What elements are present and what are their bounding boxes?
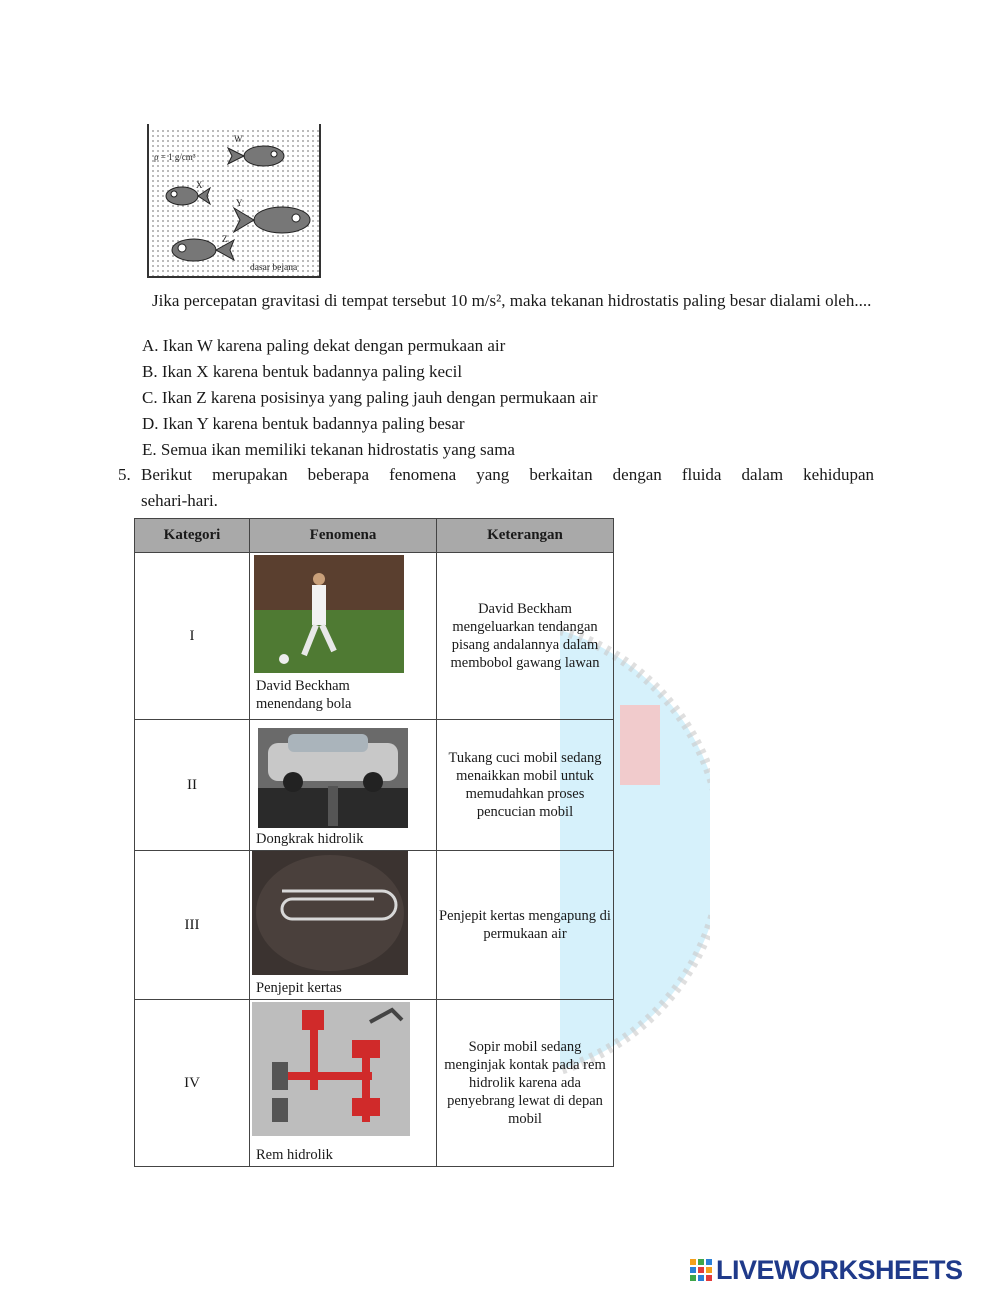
table-row [135,553,614,720]
question5-line2: sehari-hari. [141,491,218,510]
caption-1b: menendang bola [256,696,352,712]
kategori-cell: II [135,720,250,851]
header-kategori: Kategori [135,519,250,553]
caption-4: Rem hidrolik [256,1147,333,1163]
hydraulic-brake-diagram [252,1002,410,1136]
bottom-label: dasar bejana [250,263,298,273]
header-keterangan: Keterangan [437,519,614,553]
table-row [135,720,614,851]
label-w: W [234,134,243,144]
table-row [135,1000,614,1167]
liveworksheets-logo [690,1256,963,1284]
question5-number: 5. [118,465,131,484]
logo-icon [690,1259,712,1281]
question5-line1: Berikut merupakan beberapa fenomena yang berkaitan dengan fluida dalam kehidupan [141,465,874,484]
logo-text: LIVEWORKSHEETS [716,1254,963,1285]
fish-tank-figure [146,124,322,278]
kategori-cell: III [135,851,250,1000]
density-label: ρ = 1 g/cm³ [154,152,196,162]
caption-3: Penjepit kertas [256,980,342,996]
label-x: X [196,180,203,190]
car-lift-photo [258,728,408,828]
football-photo [254,555,404,673]
table-header-row [135,519,614,553]
kategori-cell: I [135,553,250,720]
caption-1a: David Beckham [256,678,350,694]
label-z: Z [222,234,228,244]
option-b[interactable]: B. Ikan X karena bentuk badannya paling kecil [142,362,463,381]
paperclip-photo [252,851,408,975]
keterangan-cell: David Beckham mengeluarkan tendangan pisang andalannya dalam membobol gawang lawan [437,553,614,720]
option-c[interactable]: C. Ikan Z karena posisinya yang paling jauh dengan permukaan air [142,388,598,407]
header-fenomena: Fenomena [250,519,437,553]
option-e[interactable]: E. Semua ikan memiliki tekanan hidrostatis yang sama [142,440,515,459]
keterangan-cell: Sopir mobil sedang menginjak kontak pada rem hidrolik karena ada penyebrang lewat di depan mobil [437,1000,614,1167]
keterangan-cell: Penjepit kertas mengapung di permukaan air [437,851,614,1000]
option-d[interactable]: D. Ikan Y karena bentuk badannya paling besar [142,414,465,433]
question5 [118,462,874,514]
option-a[interactable]: A. Ikan W karena paling dekat dengan permukaan air [142,336,506,355]
table-row [135,851,614,1000]
kategori-cell: IV [135,1000,250,1167]
question4-stem: Jika percepatan gravitasi di tempat tersebut 10 m/s², maka tekanan hidrostatis paling besar dialami oleh.... [152,291,872,310]
keterangan-cell: Tukang cuci mobil sedang menaikkan mobil untuk memudahkan proses pencucian mobil [437,720,614,851]
label-y: Y [236,198,243,208]
phenomena-table [134,518,614,1167]
caption-2: Dongkrak hidrolik [256,831,364,847]
